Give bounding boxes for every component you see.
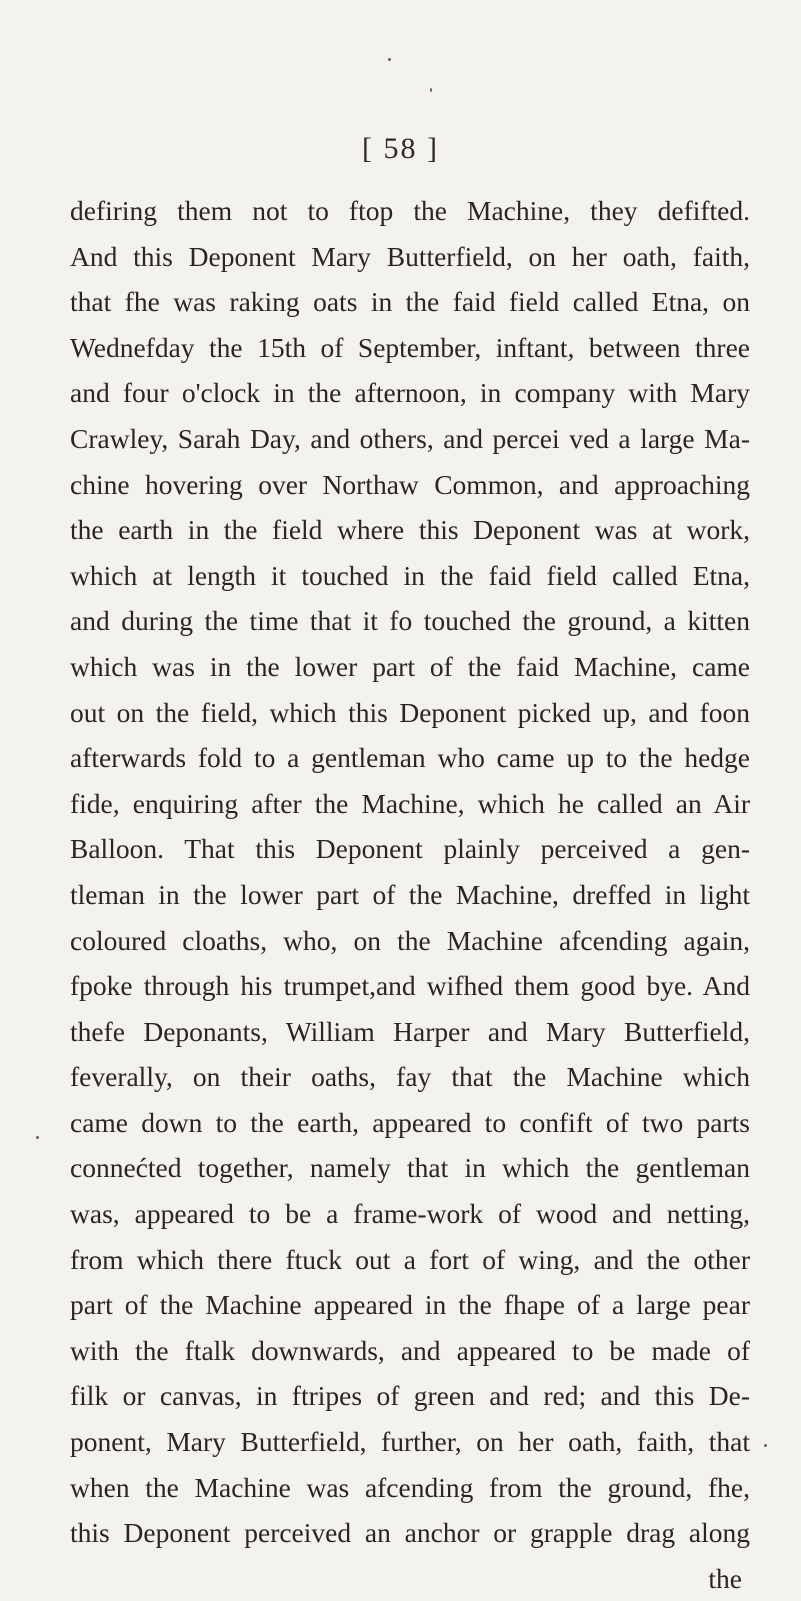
text-line: fpoke through his trumpet,and wifhed them good bye. And (70, 970, 750, 1002)
text-line: was, appeared to be a frame-work of wood and netting, (70, 1198, 750, 1230)
body-text (70, 188, 750, 1601)
page-number: [ 58 ] (362, 132, 439, 165)
text-line: when the Machine was afcending from the ground, fhe, (70, 1471, 750, 1503)
text-line: chine hovering over Northaw Common, and approaching (70, 468, 750, 500)
text-line: Wednefday the 15th of September, inftant, between three (70, 331, 750, 363)
text-line: Balloon. That this Deponent plainly perceived a gen- (70, 833, 750, 865)
text-line: which at length it touched in the faid field called Etna, (70, 559, 750, 591)
text-line: from which there ftuck out a fort of wing, and the other (70, 1243, 750, 1275)
text-line: filk or canvas, in ftripes of green and red; and this De- (70, 1380, 750, 1412)
text-line: defiring them not to ftop the Machine, they defifted. (70, 195, 750, 226)
text-line: connećted together, namely that in which the gentleman (70, 1152, 750, 1184)
text-line: feverally, on their oaths, fay that the Machine which (70, 1061, 750, 1093)
text-line: coloured cloaths, who, on the Machine afcending again, (70, 924, 750, 956)
paper-speck (36, 1136, 39, 1139)
text-line: fide, enquiring after the Machine, which he called an Air (70, 787, 750, 819)
text-line: thefe Deponants, William Harper and Mary Butterfield, (70, 1015, 750, 1047)
text-line: And this Deponent Mary Butterfield, on her oath, faith, (70, 240, 750, 272)
text-line: this Deponent perceived an anchor or grapple drag along (70, 1517, 750, 1549)
text-line: and four o'clock in the afternoon, in company with Mary (70, 377, 750, 409)
text-line: and during the time that it fo touched the ground, a kitten (70, 605, 750, 637)
text-line: tleman in the lower part of the Machine, dreffed in light (70, 878, 750, 910)
text-line: which was in the lower part of the faid Machine, came (70, 650, 750, 682)
text-line: with the ftalk downwards, and appeared to be made of (70, 1334, 750, 1366)
text-line: afterwards fold to a gentleman who came up to the hedge (70, 742, 750, 774)
text-line: part of the Machine appeared in the fhape of a large pear (70, 1289, 750, 1321)
paper-speck (764, 1444, 767, 1447)
text-line: the earth in the field where this Deponent was at work, (70, 514, 750, 546)
text-line: came down to the earth, appeared to confift of two parts (70, 1106, 750, 1138)
text-line: Crawley, Sarah Day, and others, and percei ved a large Ma- (70, 422, 750, 454)
paper-speck (430, 88, 432, 92)
text-line: that fhe was raking oats in the faid field called Etna, on (70, 286, 750, 318)
paper-speck (388, 58, 391, 61)
text-line: out on the field, which this Deponent picked up, and foon (70, 696, 750, 728)
text-line: ponent, Mary Butterfield, further, on her oath, faith, that (70, 1426, 750, 1458)
catchword: the (708, 1562, 742, 1594)
